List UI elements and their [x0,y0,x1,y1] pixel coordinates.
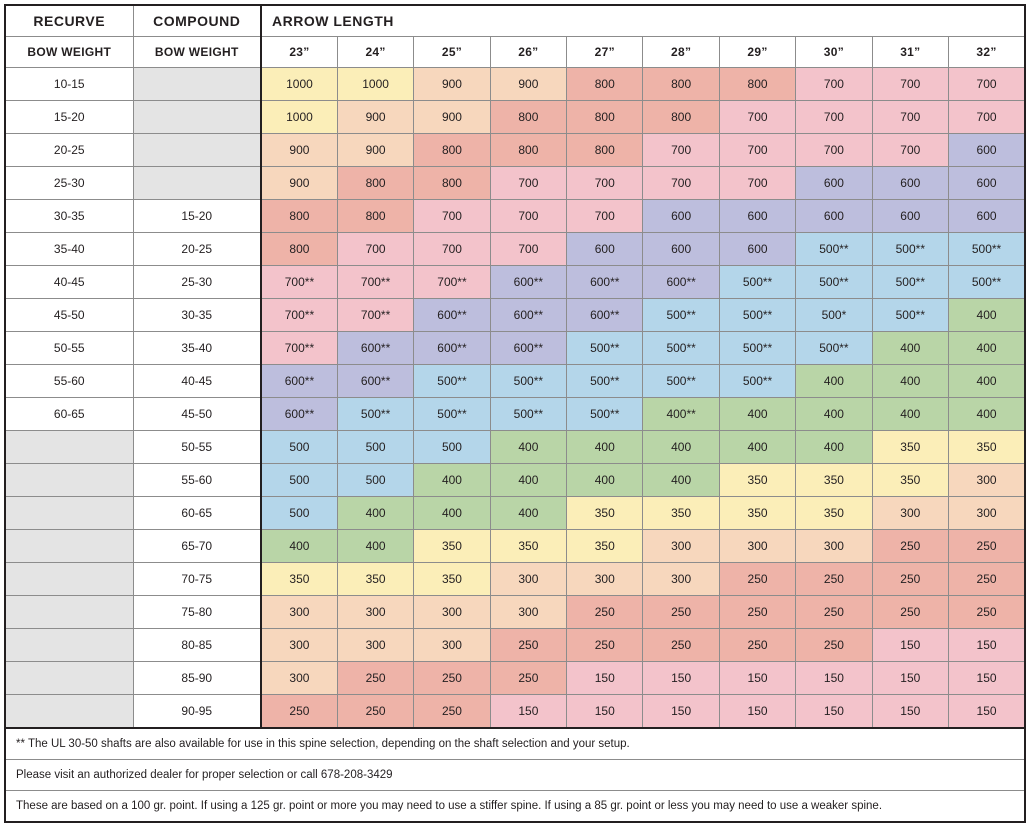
spine-value-cell: 600** [414,332,490,365]
spine-value-cell: 300 [261,596,337,629]
spine-value-cell: 800 [643,101,719,134]
spine-value-cell: 700 [719,134,795,167]
spine-value-cell: 500** [643,332,719,365]
footnote-row [5,791,1025,823]
spine-value-cell: 150 [949,629,1026,662]
spine-value-cell: 400 [490,497,566,530]
spine-value-cell: 500** [490,398,566,431]
spine-value-cell: 700 [414,233,490,266]
table-row [5,629,1025,662]
spine-value-cell: 600** [261,365,337,398]
spine-value-cell: 600 [796,167,872,200]
table-header [5,5,1025,68]
spine-value-cell: 150 [643,695,719,729]
recurve-bow-weight-cell: 50-55 [5,332,133,365]
spine-value-cell: 150 [872,662,948,695]
compound-bow-weight-cell [133,68,261,101]
spine-value-cell: 300 [643,530,719,563]
compound-bow-weight-cell: 85-90 [133,662,261,695]
spine-value-cell: 1000 [261,68,337,101]
spine-value-cell: 400 [949,332,1026,365]
table-row [5,68,1025,101]
spine-value-cell: 150 [719,662,795,695]
spine-value-cell: 400 [949,365,1026,398]
spine-value-cell: 250 [872,530,948,563]
spine-value-cell: 600 [719,233,795,266]
spine-value-cell: 600 [643,233,719,266]
recurve-bow-weight-cell: 55-60 [5,365,133,398]
spine-value-cell: 400 [796,365,872,398]
spine-value-cell: 800 [414,134,490,167]
spine-value-cell: 600** [567,299,643,332]
header-arrow-length-9: 31” [872,37,948,68]
spine-value-cell: 150 [643,662,719,695]
spine-value-cell: 300 [949,464,1026,497]
recurve-bow-weight-cell: 25-30 [5,167,133,200]
table-row [5,497,1025,530]
table-row [5,365,1025,398]
spine-value-cell: 400 [872,398,948,431]
spine-value-cell: 350 [872,431,948,464]
spine-value-cell: 700** [337,299,413,332]
spine-value-cell: 600 [872,167,948,200]
spine-value-cell: 350 [337,563,413,596]
spine-value-cell: 900 [414,68,490,101]
spine-value-cell: 1000 [337,68,413,101]
spine-value-cell: 250 [490,662,566,695]
spine-value-cell: 500** [949,266,1026,299]
spine-value-cell: 400 [719,431,795,464]
spine-value-cell: 800 [490,101,566,134]
spine-value-cell: 600 [796,200,872,233]
table-footer-notes [5,728,1025,822]
spine-value-cell: 700 [949,101,1026,134]
spine-value-cell: 600 [719,200,795,233]
header-arrow-length-1: 23” [261,37,337,68]
spine-value-cell: 400 [490,464,566,497]
table-row [5,431,1025,464]
header-arrow-length-6: 28” [643,37,719,68]
spine-value-cell: 250 [414,695,490,729]
spine-value-cell: 900 [337,134,413,167]
spine-value-cell: 1000 [261,101,337,134]
compound-bow-weight-cell: 75-80 [133,596,261,629]
header-arrow-length-7: 29” [719,37,795,68]
spine-value-cell: 600 [949,167,1026,200]
spine-value-cell: 300 [872,497,948,530]
spine-value-cell: 600 [949,134,1026,167]
spine-value-cell: 500** [872,233,948,266]
spine-value-cell: 500** [567,332,643,365]
spine-value-cell: 700 [337,233,413,266]
spine-value-cell: 350 [261,563,337,596]
spine-value-cell: 600** [414,299,490,332]
spine-value-cell: 700 [796,101,872,134]
table-body [5,68,1025,729]
footnote-text: Please visit an authorized dealer for proper selection or call 678-208-3429 [5,760,1025,791]
spine-value-cell: 500 [261,497,337,530]
header-row-top [5,5,1025,37]
spine-value-cell: 800 [337,200,413,233]
spine-value-cell: 800 [261,233,337,266]
spine-value-cell: 300 [796,530,872,563]
recurve-bow-weight-cell [5,464,133,497]
spine-value-cell: 800 [567,68,643,101]
spine-value-cell: 600 [949,200,1026,233]
spine-value-cell: 400 [872,332,948,365]
spine-value-cell: 250 [643,629,719,662]
spine-value-cell: 150 [796,695,872,729]
spine-value-cell: 600** [261,398,337,431]
recurve-bow-weight-cell [5,662,133,695]
spine-value-cell: 400 [643,431,719,464]
spine-value-cell: 500** [949,233,1026,266]
spine-value-cell: 250 [337,695,413,729]
spine-value-cell: 800 [490,134,566,167]
spine-value-cell: 350 [796,497,872,530]
spine-value-cell: 900 [337,101,413,134]
spine-value-cell: 700 [414,200,490,233]
table-row [5,233,1025,266]
recurve-bow-weight-cell [5,497,133,530]
spine-value-cell: 250 [796,563,872,596]
spine-value-cell: 250 [719,629,795,662]
spine-value-cell: 250 [567,629,643,662]
spine-value-cell: 150 [872,629,948,662]
spine-value-cell: 600** [490,299,566,332]
spine-value-cell: 350 [414,530,490,563]
table-row [5,200,1025,233]
header-arrow-length-2: 24” [337,37,413,68]
recurve-bow-weight-cell: 60-65 [5,398,133,431]
spine-value-cell: 800 [337,167,413,200]
header-arrow-length-8: 30” [796,37,872,68]
compound-bow-weight-cell: 55-60 [133,464,261,497]
spine-value-cell: 350 [796,464,872,497]
spine-value-cell: 900 [261,167,337,200]
spine-value-cell: 600 [567,233,643,266]
spine-value-cell: 700 [719,167,795,200]
table-row [5,563,1025,596]
spine-value-cell: 400 [337,497,413,530]
spine-value-cell: 500** [414,365,490,398]
recurve-bow-weight-cell: 35-40 [5,233,133,266]
recurve-bow-weight-cell [5,431,133,464]
spine-value-cell: 350 [719,464,795,497]
spine-value-cell: 300 [719,530,795,563]
spine-value-cell: 150 [796,662,872,695]
spine-value-cell: 300 [261,662,337,695]
compound-bow-weight-cell: 60-65 [133,497,261,530]
spine-value-cell: 400 [949,299,1026,332]
compound-bow-weight-cell: 70-75 [133,563,261,596]
spine-value-cell: 500** [719,266,795,299]
spine-value-cell: 700** [337,266,413,299]
table-row [5,596,1025,629]
compound-bow-weight-cell: 20-25 [133,233,261,266]
spine-value-cell: 900 [414,101,490,134]
spine-value-cell: 350 [719,497,795,530]
spine-value-cell: 300 [337,629,413,662]
spine-value-cell: 400 [643,464,719,497]
spine-value-cell: 250 [949,530,1026,563]
spine-value-cell: 500** [796,332,872,365]
spine-value-cell: 400 [490,431,566,464]
spine-value-cell: 350 [567,497,643,530]
spine-value-cell: 600** [337,332,413,365]
spine-value-cell: 500** [567,398,643,431]
spine-value-cell: 400 [567,431,643,464]
spine-value-cell: 400 [567,464,643,497]
spine-value-cell: 500** [872,266,948,299]
compound-bow-weight-cell: 35-40 [133,332,261,365]
spine-value-cell: 500** [719,299,795,332]
spine-value-cell: 350 [643,497,719,530]
spine-value-cell: 700 [872,68,948,101]
spine-value-cell: 400 [872,365,948,398]
spine-value-cell: 400 [796,398,872,431]
recurve-bow-weight-cell [5,695,133,729]
spine-selection-table [4,4,1026,823]
spine-value-cell: 350 [490,530,566,563]
spine-value-cell: 500** [414,398,490,431]
spine-value-cell: 500** [643,299,719,332]
spine-value-cell: 250 [796,629,872,662]
spine-value-cell: 250 [949,596,1026,629]
table-row [5,299,1025,332]
spine-value-cell: 300 [949,497,1026,530]
spine-value-cell: 150 [567,695,643,729]
table-row [5,398,1025,431]
spine-value-cell: 250 [337,662,413,695]
spine-value-cell: 700 [643,134,719,167]
spine-value-cell: 700 [872,134,948,167]
spine-value-cell: 350 [949,431,1026,464]
spine-value-cell: 600 [643,200,719,233]
spine-value-cell: 150 [949,695,1026,729]
compound-bow-weight-cell [133,101,261,134]
table-row [5,101,1025,134]
spine-value-cell: 300 [490,563,566,596]
spine-value-cell: 350 [414,563,490,596]
compound-bow-weight-cell: 65-70 [133,530,261,563]
recurve-bow-weight-cell [5,530,133,563]
table-row [5,332,1025,365]
spine-value-cell: 400 [949,398,1026,431]
spine-value-cell: 700 [490,233,566,266]
recurve-bow-weight-cell: 40-45 [5,266,133,299]
spine-value-cell: 500** [490,365,566,398]
spine-value-cell: 700 [567,200,643,233]
spine-value-cell: 500 [261,464,337,497]
spine-value-cell: 500** [337,398,413,431]
spine-value-cell: 800 [261,200,337,233]
spine-value-cell: 250 [719,596,795,629]
recurve-bow-weight-cell: 30-35 [5,200,133,233]
compound-bow-weight-cell: 90-95 [133,695,261,729]
compound-bow-weight-cell [133,134,261,167]
footnote-row [5,728,1025,760]
compound-bow-weight-cell: 45-50 [133,398,261,431]
recurve-bow-weight-cell [5,629,133,662]
spine-value-cell: 300 [490,596,566,629]
spine-value-cell: 250 [643,596,719,629]
compound-bow-weight-cell: 50-55 [133,431,261,464]
header-recurve: RECURVE [5,5,133,37]
spine-value-cell: 300 [414,629,490,662]
spine-value-cell: 700 [643,167,719,200]
spine-value-cell: 600** [567,266,643,299]
table-row [5,530,1025,563]
spine-value-cell: 700** [261,299,337,332]
header-bow-weight-compound: BOW WEIGHT [133,37,261,68]
spine-value-cell: 400 [337,530,413,563]
spine-value-cell: 250 [490,629,566,662]
spine-value-cell: 800 [719,68,795,101]
spine-value-cell: 500** [719,365,795,398]
spine-value-cell: 600** [337,365,413,398]
spine-value-cell: 700 [490,200,566,233]
header-compound: COMPOUND [133,5,261,37]
spine-value-cell: 800 [643,68,719,101]
spine-value-cell: 400 [414,497,490,530]
spine-value-cell: 500** [872,299,948,332]
header-arrow-length-10: 32” [949,37,1026,68]
compound-bow-weight-cell: 15-20 [133,200,261,233]
header-arrow-length-4: 26” [490,37,566,68]
spine-value-cell: 700 [872,101,948,134]
spine-value-cell: 700 [567,167,643,200]
spine-value-cell: 250 [719,563,795,596]
table-row [5,266,1025,299]
header-row-lengths [5,37,1025,68]
spine-value-cell: 150 [949,662,1026,695]
spine-value-cell: 700 [949,68,1026,101]
spine-value-cell: 250 [872,563,948,596]
spine-value-cell: 300 [414,596,490,629]
spine-value-cell: 500 [261,431,337,464]
spine-value-cell: 400** [643,398,719,431]
spine-value-cell: 700** [261,332,337,365]
spine-value-cell: 300 [337,596,413,629]
spine-value-cell: 500 [337,431,413,464]
spine-value-cell: 400 [796,431,872,464]
footnote-row [5,760,1025,791]
table-row [5,167,1025,200]
recurve-bow-weight-cell: 45-50 [5,299,133,332]
spine-value-cell: 900 [490,68,566,101]
spine-value-cell: 500** [796,266,872,299]
spine-value-cell: 350 [872,464,948,497]
spine-value-cell: 300 [643,563,719,596]
spine-value-cell: 350 [567,530,643,563]
spine-value-cell: 600** [490,266,566,299]
table-row [5,464,1025,497]
spine-value-cell: 700 [719,101,795,134]
spine-value-cell: 250 [872,596,948,629]
spine-value-cell: 500** [567,365,643,398]
table-row [5,134,1025,167]
spine-value-cell: 500** [796,233,872,266]
spine-value-cell: 250 [567,596,643,629]
spine-value-cell: 500 [414,431,490,464]
table-row [5,695,1025,729]
spine-value-cell: 250 [949,563,1026,596]
compound-bow-weight-cell [133,167,261,200]
spine-value-cell: 300 [261,629,337,662]
compound-bow-weight-cell: 25-30 [133,266,261,299]
spine-value-cell: 700 [490,167,566,200]
spine-value-cell: 400 [414,464,490,497]
footnote-text: ** The UL 30-50 shafts are also available for use in this spine selection, depending on the shaft selection and your setup. [5,728,1025,760]
recurve-bow-weight-cell: 20-25 [5,134,133,167]
compound-bow-weight-cell: 40-45 [133,365,261,398]
spine-value-cell: 800 [414,167,490,200]
spine-value-cell: 500** [719,332,795,365]
compound-bow-weight-cell: 80-85 [133,629,261,662]
spine-value-cell: 500 [337,464,413,497]
recurve-bow-weight-cell [5,563,133,596]
recurve-bow-weight-cell: 15-20 [5,101,133,134]
recurve-bow-weight-cell [5,596,133,629]
recurve-bow-weight-cell: 10-15 [5,68,133,101]
spine-value-cell: 500* [796,299,872,332]
spine-value-cell: 150 [719,695,795,729]
spine-value-cell: 400 [261,530,337,563]
footnote-text: These are based on a 100 gr. point. If using a 125 gr. point or more you may need to use a stiffer spine. If using a 85 gr. point or less you may need to use a weaker spine. [5,791,1025,823]
spine-value-cell: 700** [414,266,490,299]
spine-value-cell: 600 [872,200,948,233]
spine-value-cell: 700** [261,266,337,299]
header-arrow-length: ARROW LENGTH [261,5,1025,37]
spine-value-cell: 300 [567,563,643,596]
spine-value-cell: 600** [490,332,566,365]
spine-value-cell: 900 [261,134,337,167]
spine-value-cell: 800 [567,101,643,134]
spine-value-cell: 800 [567,134,643,167]
spine-value-cell: 250 [414,662,490,695]
spine-value-cell: 500** [643,365,719,398]
spine-value-cell: 250 [796,596,872,629]
spine-value-cell: 150 [490,695,566,729]
header-arrow-length-5: 27” [567,37,643,68]
table-row [5,662,1025,695]
spine-value-cell: 150 [872,695,948,729]
spine-value-cell: 400 [719,398,795,431]
spine-value-cell: 700 [796,134,872,167]
compound-bow-weight-cell: 30-35 [133,299,261,332]
spine-value-cell: 250 [261,695,337,729]
header-arrow-length-3: 25” [414,37,490,68]
spine-value-cell: 150 [567,662,643,695]
spine-value-cell: 700 [796,68,872,101]
header-bow-weight-recurve: BOW WEIGHT [5,37,133,68]
spine-value-cell: 600** [643,266,719,299]
